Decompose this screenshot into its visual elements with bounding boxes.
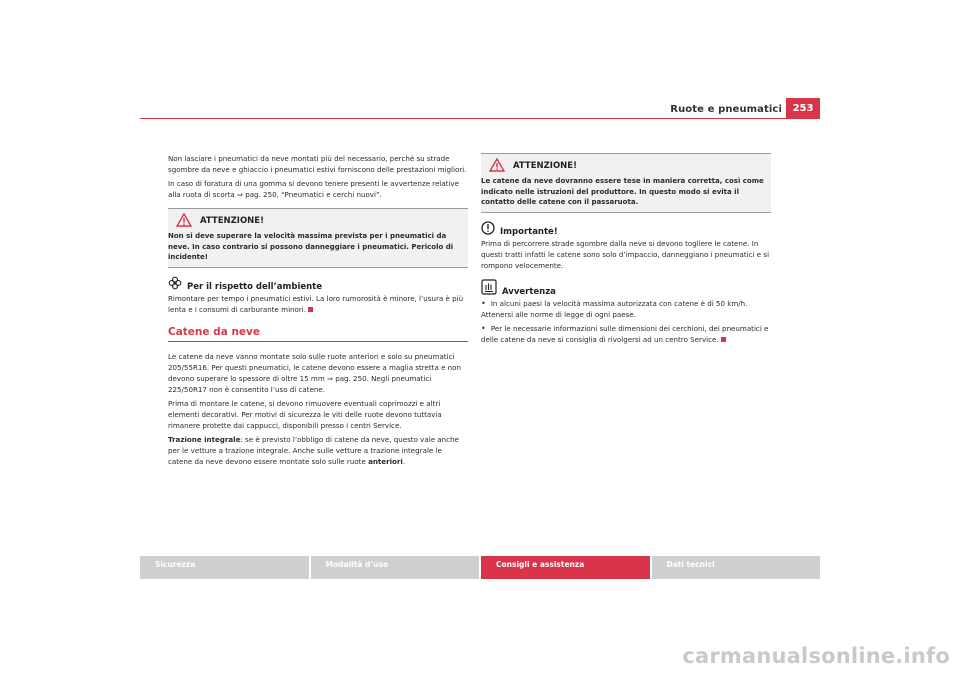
awd-end: . — [402, 456, 406, 466]
running-header-title: Ruote e pneumatici — [670, 104, 782, 115]
warning-box-chains — [481, 153, 771, 213]
important-body: Prima di percorrere strade sgombre dalla neve si devono togliere le catene. In questi tratti infatti le catene sono solo d’impaccio, danneggiano i pneumatici e si rompono velocemente. — [481, 238, 770, 270]
warning-title: ATTENZIONE! — [200, 215, 264, 226]
warning-header — [481, 157, 771, 175]
bullet-dot-icon: • — [481, 323, 491, 333]
section-title-snow-chains: Catene da neve — [168, 327, 468, 342]
header-rule — [140, 118, 820, 119]
tab-dati-tecnici[interactable]: Dati tecnici — [652, 556, 821, 579]
bullet-dot-icon: • — [481, 298, 491, 308]
warning-box-speed — [168, 208, 468, 268]
warning-header — [168, 212, 468, 230]
note-bullet — [481, 298, 771, 320]
end-mark — [721, 337, 726, 342]
important-title: Importante! — [500, 226, 558, 237]
tab-modalita-uso[interactable]: Modalità d’uso — [311, 556, 480, 579]
left-column — [168, 153, 468, 470]
awd-text: : se è previsto l’obbligo di catene da neve, questo vale anche per le vetture a trazione integrale. Anche sulle vetture a trazione integrale le catene da neve devono essere montate solo sulle ruote — [168, 434, 459, 466]
right-column — [481, 153, 771, 348]
environment-header — [168, 276, 468, 293]
awd-bold: anteriori — [368, 456, 403, 466]
note-bullet-text: In alcuni paesi la velocità massima autorizzata con catene è di 50 km/h. Attenersi alle norme di legge di ogni paese. — [481, 298, 748, 319]
end-mark — [308, 307, 313, 312]
page-number: 253 — [786, 98, 820, 118]
awd-label: Trazione integrale — [168, 434, 241, 444]
tab-sicurezza[interactable]: Sicurezza — [140, 556, 309, 579]
warning-title: ATTENZIONE! — [513, 160, 577, 171]
paragraph-winter-tyres: Non lasciare i pneumatici da neve montati più del necessario, perché su strade sgombre da neve e ghiaccio i pneumatici estivi forniscono delle prestazioni migliori. — [168, 154, 467, 174]
environment-text: Rimontare per tempo i pneumatici estivi. La loro rumorosità è minore, l’usura è più lenta e i consumi di carburante minori. — [168, 293, 464, 314]
warning-triangle-icon — [489, 158, 505, 175]
paragraph-all-wheel-drive — [168, 434, 468, 467]
flower-environment-icon — [168, 276, 182, 293]
notepad-icon — [481, 279, 497, 298]
exclamation-circle-icon — [481, 221, 495, 238]
important-header — [481, 221, 771, 238]
note-title: Avvertenza — [502, 286, 556, 297]
note-bullet — [481, 323, 771, 345]
warning-triangle-icon — [176, 213, 192, 230]
watermark: carmanualsonline.info — [682, 644, 950, 668]
environment-title: Per il rispetto dell’ambiente — [187, 281, 323, 292]
paragraph-hubcaps: Prima di montare le catene, si devono rimuovere eventuali coprimozzi e altri elementi decorativi. Per motivi di sicurezza le viti delle ruote devono tuttavia rimanere protette dai cappucci, disponibili presso i centri Service. — [168, 398, 442, 430]
tab-consigli-assistenza[interactable]: Consigli e assistenza — [481, 556, 650, 579]
environment-body — [168, 293, 468, 315]
footer-chapter-tabs — [140, 556, 820, 579]
warning-body: Le catene da neve dovranno essere tese in maniera corretta, così come indicato nelle istruzioni del produttore. In questo modo si evita il contatto delle catene con il passaruota. — [481, 177, 764, 206]
note-bullet-text: Per le necessarie informazioni sulle dimensioni dei cerchioni, dei pneumatici e delle catene da neve si consiglia di rivolgersi ad un centro Service. — [481, 323, 769, 344]
paragraph-chains-fitting: Le catene da neve vanno montate solo sulle ruote anteriori e solo su pneumatici 205/55R16. Per questi pneumatici, le catene devono essere a maglia stretta e non devono superare lo spessore di oltre 15 mm ⇒ pag. 250. Negli pneumatici 225/50R17 non è consentito l’uso di catene. — [168, 351, 462, 394]
note-header — [481, 279, 771, 298]
paragraph-puncture: In caso di foratura di una gomma si devono tenere presenti le avvertenze relative alla ruota di scorta ⇒ pag. 250, “Pneumatici e cerchi nuovi”. — [168, 179, 459, 199]
warning-body: Non si deve superare la velocità massima prevista per i pneumatici da neve. In caso contrario si possono danneggiare i pneumatici. Pericolo di incidente! — [168, 232, 454, 261]
